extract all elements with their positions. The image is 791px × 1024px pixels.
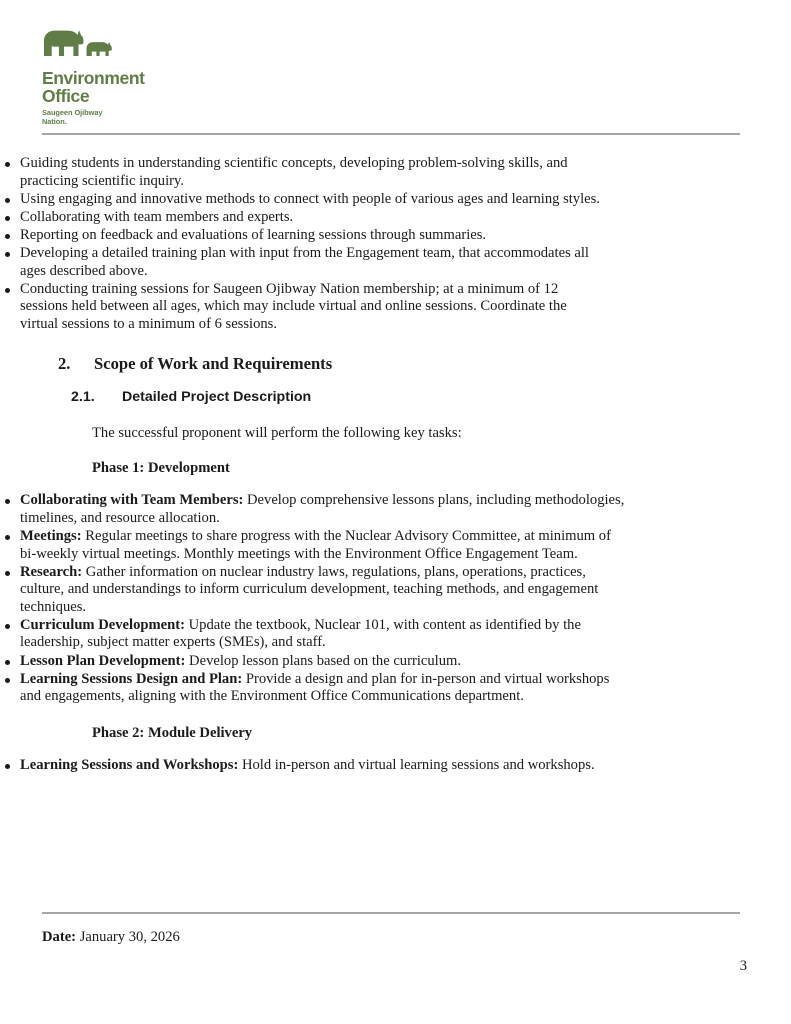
phase-1-bullet-list [0, 492, 628, 706]
logo-title-line1: Environment [42, 68, 145, 88]
footer-date [42, 929, 180, 947]
list-item-lead: Research: [20, 563, 83, 580]
list-item: Using engaging and innovative methods to connect with people of various ages and learning styles. [0, 191, 605, 209]
logo-wordmark [42, 70, 242, 105]
list-item [0, 653, 628, 671]
footer-date-label: Date: [42, 929, 77, 945]
intro-paragraph: The successful proponent will perform the following key tasks: [92, 425, 462, 442]
section-heading-2-1 [0, 388, 791, 406]
footer-date-value: January 30, 2026 [76, 929, 180, 945]
section-2-1-heading-wrap [0, 388, 791, 406]
footer-divider [42, 912, 740, 914]
list-item-text: Hold in-person and virtual learning sessions and workshops. [238, 757, 595, 774]
header-divider [42, 133, 740, 135]
subsection-number: 2.1. [71, 389, 95, 406]
list-item: Reporting on feedback and evaluations of learning sessions through summaries. [0, 227, 605, 245]
subsection-title: Detailed Project Description [122, 389, 312, 406]
list-item: Conducting training sessions for Saugeen Ojibway Nation membership; at a minimum of 12 sessions held between all ages, which may include virtual and online sessions. Coordinate the virtual sessions to a minimum of 6 sessions. [0, 281, 605, 334]
list-item: Developing a detailed training plan with input from the Engagement team, that accommodates all ages described above. [0, 245, 605, 280]
page-number: 3 [739, 958, 747, 974]
document-body [0, 155, 791, 775]
list-item [0, 617, 628, 652]
list-item-text: Regular meetings to share progress with the Nuclear Advisory Committee, at minimum of bi-weekly virtual meetings. Monthly meetings with the Environment Office Engagement Team. [20, 527, 611, 562]
list-item [0, 564, 628, 617]
letterhead-logo [42, 26, 242, 126]
list-item [0, 528, 628, 563]
bear-and-cub-icon [42, 26, 116, 66]
list-item-lead: Collaborating with Team Members: [20, 492, 244, 509]
list-item-lead: Lesson Plan Development: [20, 652, 186, 669]
list-item-text: Develop comprehensive lessons plans, including methodologies, timelines, and resource allocation. [20, 492, 625, 526]
section-heading-2 [0, 354, 791, 374]
list-item [0, 671, 628, 706]
continued-bullet-list [0, 155, 605, 333]
section-number: 2. [58, 354, 71, 374]
list-item-lead: Learning Sessions and Workshops: [20, 757, 239, 774]
phase-1-heading: Phase 1: Development [92, 460, 230, 477]
list-item [0, 757, 600, 775]
list-item-lead: Learning Sessions Design and Plan: [20, 670, 243, 687]
logo-subtitle-line1: Saugeen Ojibway [42, 108, 103, 117]
section-title: Scope of Work and Requirements [94, 354, 333, 374]
logo-subtitle [42, 108, 242, 126]
phase-2-heading: Phase 2: Module Delivery [92, 724, 253, 741]
list-item: Collaborating with team members and experts. [0, 209, 605, 227]
list-item-text: Develop lesson plans based on the curriculum. [185, 652, 461, 669]
phase-2-bullet-list [0, 757, 600, 775]
list-item-lead: Meetings: [20, 527, 82, 544]
list-item-text: Gather information on nuclear industry laws, regulations, plans, operations, practices, culture, and understandings to inform curriculum development, teaching methods, and engagement techniques. [20, 563, 599, 615]
logo-subtitle-line2: Nation. [42, 117, 67, 127]
list-item-lead: Curriculum Development: [20, 616, 185, 633]
section-2-heading-wrap [0, 354, 791, 374]
list-item-text: Provide a design and plan for in-person and virtual workshops and engagements, aligning with the Environment Office Communications department. [20, 670, 610, 705]
list-item: Guiding students in understanding scientific concepts, developing problem-solving skills, and practicing scientific inquiry. [0, 155, 605, 190]
list-item [0, 492, 628, 527]
list-item-text: Update the textbook, Nuclear 101, with content as identified by the leadership, subject matter experts (SMEs), and staff. [20, 616, 581, 651]
logo-title-line2: Office [42, 85, 90, 106]
